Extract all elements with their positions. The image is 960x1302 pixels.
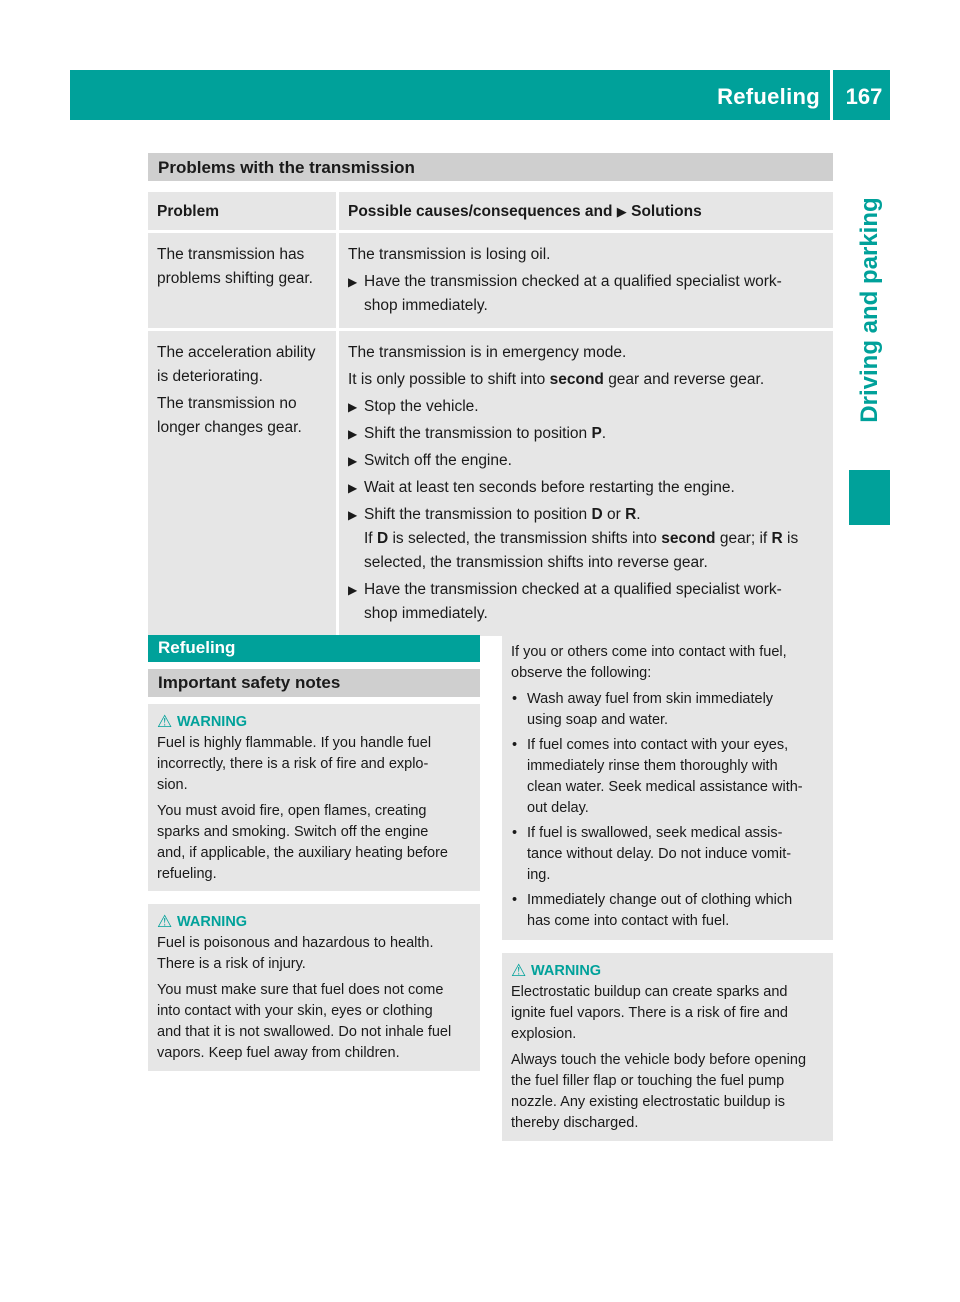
warning-triangle-icon: ⚠: [511, 961, 527, 980]
action-step: ▶ Shift the transmission to position D or R. If D is selected, the transmission shifts into second gear; if R is selected, the transmission shifts into reverse gear.: [348, 503, 824, 575]
warning-text: Electrostatic buildup can create sparks and ignite fuel vapors. There is a risk of fire and explosion.: [511, 984, 788, 1042]
action-step: ▶ Have the transmission checked at a qualified specialist work- shop immediately.: [348, 578, 824, 626]
fuel-contact-box: [502, 634, 833, 940]
arrow-icon: ▶: [348, 275, 358, 289]
action-step: ▶ Have the transmission checked at a qualified specialist work- shop immediately.: [348, 270, 824, 318]
warning-label: WARNING: [531, 963, 602, 979]
bullet-icon: •: [512, 825, 518, 841]
arrow-icon: ▶: [348, 454, 358, 468]
table-row: [148, 331, 833, 636]
action-step: ▶ Stop the vehicle.: [348, 395, 824, 419]
transmission-table-title-bar: [148, 153, 833, 181]
warning-text: Always touch the vehicle body before opening the fuel filler flap or touching the fuel pump nozzle. Any existing electrostatic buildup is thereby discharged.: [511, 1052, 807, 1131]
warning-label: WARNING: [177, 714, 248, 730]
bullet-icon: •: [512, 737, 518, 753]
problem-cell: The acceleration ability is deteriorating. The transmission no longer changes gear.: [148, 331, 336, 636]
warning-box: [148, 904, 480, 1071]
transmission-table-title: Problems with the transmission: [158, 158, 415, 177]
action-step: ▶ Switch off the engine.: [348, 449, 824, 473]
list-item: • Immediately change out of clothing which has come into contact with fuel.: [512, 892, 793, 929]
refueling-section-title: Refueling: [158, 638, 236, 657]
fuel-contact-intro: If you or others come into contact with fuel, observe the following:: [511, 644, 787, 681]
arrow-icon: ▶: [348, 400, 358, 414]
bullet-icon: •: [512, 691, 518, 707]
section-header-title: Refueling: [717, 84, 820, 109]
warning-text: You must avoid fire, open flames, creating sparks and smoking. Switch off the engine and, if applicable, the auxiliary heating before refueling.: [157, 803, 448, 882]
safety-notes-bar: [148, 669, 480, 697]
bullet-icon: •: [512, 892, 518, 908]
list-item: • If fuel is swallowed, seek medical assis- tance without delay. Do not induce vomit- ing.: [512, 825, 792, 883]
action-step: ▶ Wait at least ten seconds before restarting the engine.: [348, 476, 824, 500]
column-header-problem: Problem: [148, 192, 336, 230]
header-separator: [830, 70, 833, 120]
arrow-icon: ▶: [348, 427, 358, 441]
warning-label: WARNING: [177, 914, 248, 930]
refueling-section-bar: [148, 635, 480, 662]
warning-box: [502, 953, 833, 1141]
solution-cell: The transmission is losing oil. ▶ Have the transmission checked at a qualified specialist work- shop immediately.: [336, 233, 833, 328]
warning-triangle-icon: ⚠: [157, 912, 173, 931]
side-tab-label: Driving and parking: [856, 197, 883, 423]
arrow-icon: ▶: [348, 508, 358, 522]
warning-triangle-icon: ⚠: [157, 712, 173, 731]
table-header-row: [148, 192, 833, 230]
warning-text: Fuel is highly flammable. If you handle fuel incorrectly, there is a risk of fire and explo- sion.: [157, 735, 432, 793]
arrow-icon: ▶: [348, 583, 358, 597]
column-header-solutions: Possible causes/consequences and ▶ Solutions: [336, 192, 833, 230]
safety-notes-title: Important safety notes: [158, 673, 341, 692]
warning-box: [148, 704, 480, 891]
transmission-table: [148, 189, 833, 639]
action-step: ▶ Shift the transmission to position P.: [348, 422, 824, 446]
list-item: • If fuel comes into contact with your eyes, immediately rinse them thoroughly with clean water. Seek medical assistance with- out delay.: [512, 737, 803, 816]
warning-text: Fuel is poisonous and hazardous to health. There is a risk of injury.: [157, 935, 434, 972]
page-number: 167: [845, 84, 883, 109]
side-tab-marker: [849, 470, 890, 525]
list-item: • Wash away fuel from skin immediately using soap and water.: [512, 691, 774, 728]
warning-text: You must make sure that fuel does not come into contact with your skin, eyes or clothing and that it is not swallowed. Do not inhale fuel vapors. Keep fuel away from children.: [157, 982, 452, 1061]
arrow-icon: ▶: [348, 481, 358, 495]
table-row: [148, 233, 833, 328]
solution-cell: The transmission is in emergency mode. It is only possible to shift into second gear and reverse gear. ▶ Stop the vehicle. ▶ Shift the transmission to position P. ▶ Switch off the engine. ▶ Wait at least ten seconds before restarting the engine. ▶ Shift the transmission to position D or R. If D is selected, the transmission shifts into second gear; if R is selected, the transmission shifts into reverse gear. ▶ Have the transmission checked at a qualified specialist work- shop immediately.: [336, 331, 833, 636]
arrow-icon: ▶: [616, 204, 627, 219]
problem-cell: The transmission has problems shifting gear.: [148, 233, 336, 328]
